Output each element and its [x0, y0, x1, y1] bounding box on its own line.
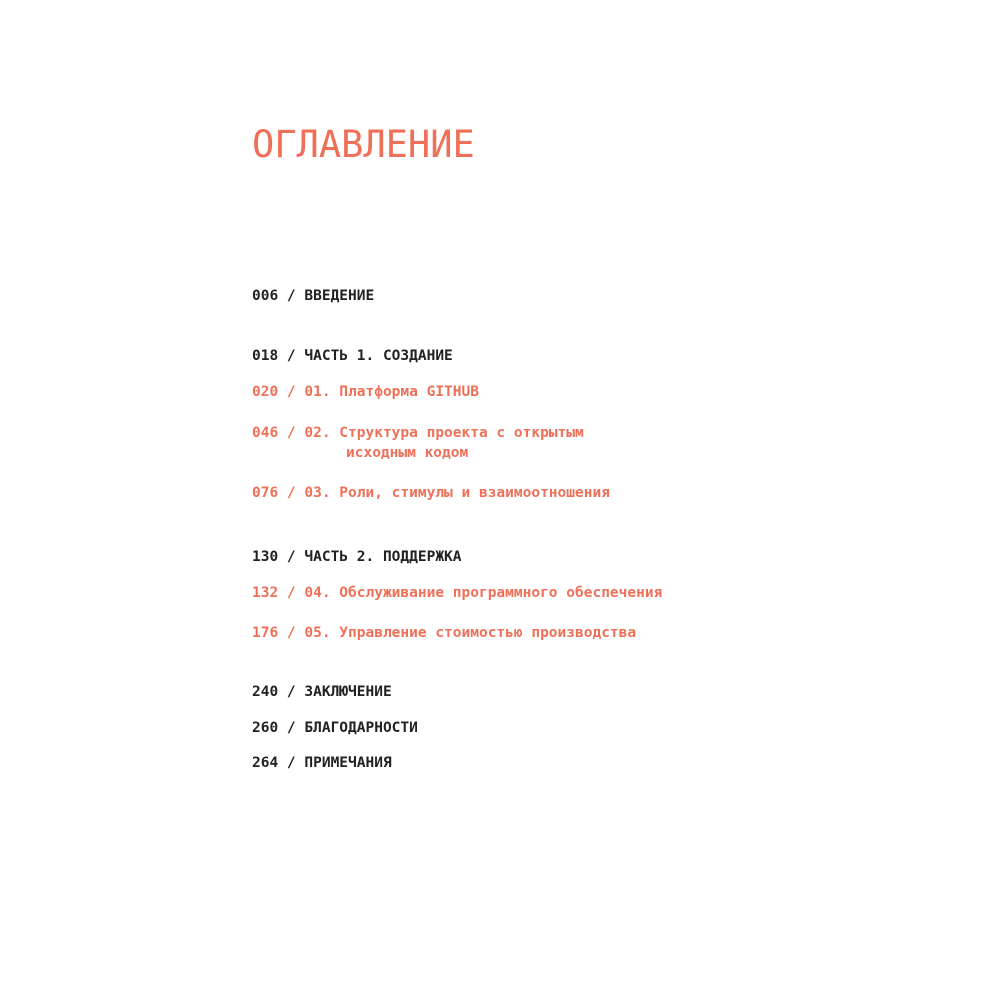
- toc-entry-acknowledgements[interactable]: [252, 718, 418, 738]
- toc-entry-label: 260 / БЛАГОДАРНОСТИ: [252, 720, 418, 736]
- toc-entry-chapter-05[interactable]: [252, 623, 636, 643]
- toc-entry-label-continuation: исходным кодом: [346, 445, 469, 461]
- toc-entry-chapter-03[interactable]: [252, 483, 610, 503]
- toc-entry-label: 130 / ЧАСТЬ 2. ПОДДЕРЖКА: [252, 549, 462, 565]
- toc-entry-label: 020 / 01. Платформа GITHUB: [252, 384, 479, 400]
- toc-entry-part-2[interactable]: [252, 547, 462, 567]
- toc-entry-label: 240 / ЗАКЛЮЧЕНИЕ: [252, 684, 392, 700]
- toc-entry-chapter-02[interactable]: [252, 423, 584, 463]
- toc-entry-introduction[interactable]: [252, 286, 374, 306]
- toc-entry-label: 132 / 04. Обслуживание программного обеспечения: [252, 585, 663, 601]
- toc-entry-label: 018 / ЧАСТЬ 1. СОЗДАНИЕ: [252, 348, 453, 364]
- toc-entry-label: 076 / 03. Роли, стимулы и взаимоотношения: [252, 485, 610, 501]
- toc-entry-label: 006 / ВВЕДЕНИЕ: [252, 288, 375, 304]
- toc-entry-notes[interactable]: [252, 753, 392, 773]
- toc-entry-label: 264 / ПРИМЕЧАНИЯ: [252, 755, 392, 771]
- toc-entry-conclusion[interactable]: [252, 682, 392, 702]
- toc-entry-part-1[interactable]: [252, 346, 453, 366]
- toc-entry-label: 046 / 02. Структура проекта с открытым: [252, 425, 584, 441]
- toc-entry-chapter-04[interactable]: [252, 583, 662, 603]
- toc-entry-chapter-01[interactable]: [252, 382, 479, 402]
- toc-entry-label: 176 / 05. Управление стоимостью производства: [252, 625, 637, 641]
- page-title: ОГЛАВЛЕНИЕ: [252, 123, 475, 166]
